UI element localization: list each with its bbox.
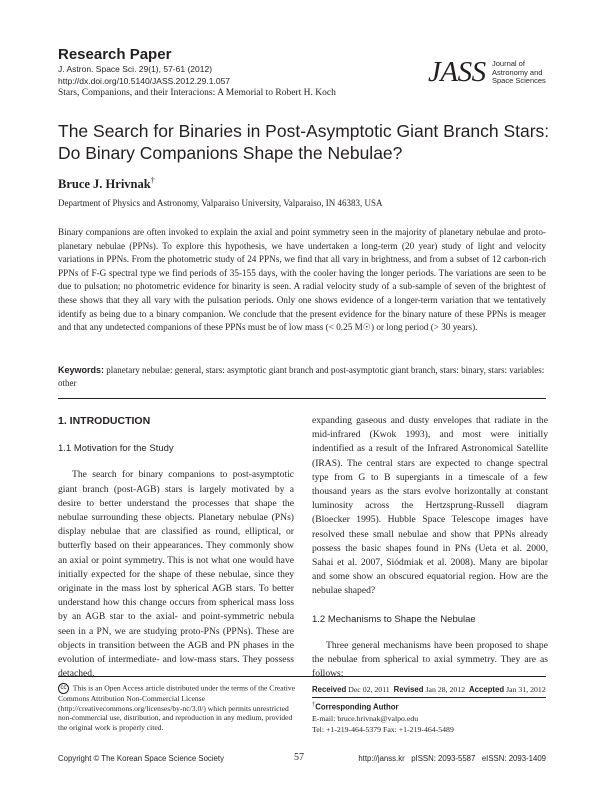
abstract: Binary companions are often invoked to explain the axial and point symmetry seen in the majority of planetary nebulae and proto-planetary nebulae (PPNs). To explore this hypothesis, we have undertaken a long-term (20 year) study of light and velocity variations in PPNs. From the photometric study of 24 PPNs, we find that all vary in brightness, and from a subset of 12 carbon-rich PPNs of F-G spectral type we find periods of 35-155 days, with the cooler having the longer periods. The variations are seen to be due to pulsation; no photometric evidence for binarity is seen. A radial velocity study of a sub-sample of seven of the brightest of these shows that they all vary with the pulsation periods. Only one shows evidence of a longer-term variation that we tentatively identify as being due to a binary companion. We conclude that the present evidence for the binary nature of these PPNs is meager and that any undetected companions of these PPNs must be of low mass (< 0.25 M☉) or long period (> 30 years).	[58, 227, 546, 333]
author-name: Bruce J. Hrivnak	[58, 177, 151, 192]
license-text: This is an Open Access article distributed under the terms of the Creative Commons Attribution Non-Commercial License (http://creativecommons.org/licenses/by-nc/3.0/) which permits unrestricted non-commercial use, distribution, and reproduction in any medium, provided the original work is properly cited.	[58, 683, 296, 732]
received-date: Dec 02, 2011	[348, 685, 390, 694]
paper-title: The Search for Binaries in Post-Asymptotic Giant Branch Stars: Do Binary Companions Shape the Nebulae?	[58, 121, 550, 163]
corresponding-mark: †	[312, 701, 316, 708]
section-heading: 1. INTRODUCTION	[58, 415, 151, 427]
author-mark: †	[150, 176, 155, 185]
author-line	[58, 176, 155, 192]
logo-line: Space Sciences	[492, 76, 546, 85]
keywords-label: Keywords:	[58, 365, 105, 375]
body-paragraph: expanding gaseous and dusty envelopes that radiate in the mid-infrared (Kwok 1993), and most were initially indentified as a result of the Infrared Astronomical Satellite (IRAS). The central stars are expected to change spectral type from G to B supergiants in a timescale of a few thousand years as the stars evolve horizontally at constant luminosity across the Hertzsprung-Russell diagram (Bloecker 1995). Hubble Space Telescope images have resolved these small nebulae and show that PPNs already possess the basic shapes found in PNs (Ueta et al. 2000, Sahai et al. 2007, Siódmiak et al. 2008). Many are bipolar and some show an obscured equatorial region. How are the nebulae shaped?	[312, 415, 548, 597]
body-paragraph: Three general mechanisms have been proposed to shape the nebulae from spherical to axial symmetry. They are as follows:	[312, 639, 548, 680]
revised-label: Revised	[393, 685, 424, 694]
journal-logo	[428, 56, 548, 96]
copyright: Copyright © The Korean Space Science Society	[58, 754, 224, 763]
corresponding-phone: Tel: +1-219-464-5379 Fax: +1-219-464-5489	[312, 724, 454, 734]
journal-issn: http://janss.kr pISSN: 2093-5587 eISSN: 2093-1409	[358, 754, 546, 763]
article-type-label: Research Paper	[58, 46, 172, 63]
logo-line: Journal of	[492, 59, 525, 68]
special-issue-line: Stars, Companions, and their Interacions: A Memorial to Robert H. Koch	[58, 88, 336, 98]
subsection-heading: 1.1 Motivation for the Study	[58, 443, 174, 455]
divider	[312, 697, 546, 698]
subsection-heading: 1.2 Mechanisms to Shape the Nebulae	[312, 613, 476, 625]
page-footer	[58, 752, 546, 764]
accepted-date: Jan 31, 2012	[506, 685, 546, 694]
accepted-label: Accepted	[469, 685, 505, 694]
divider	[58, 398, 546, 399]
body-paragraph: The search for binary companions to post-asymptotic giant branch (post-AGB) stars is largely motivated by a desire to better understand the processes that shape the nebulae surrounding these objects. Planetary nebulae (PNs) display nebulae that are classified as round, elliptical, or butterfly based on their appearances. They commonly show an axial or point symmetry. This is not what one would have initially expected for the shape of these nebulae, since they originate in the mass lost by spherical AGB stars. To better understand how this change occurs from spherical mass loss by an AGB star to the axial- and point-symmetric nebula seen in a PN, we are studying proto-PNs (PPNs). These are objects in transition between the AGB and PN phases in the evolution of intermediate- and low-mass stars. They possess detached,	[58, 469, 294, 680]
left-column	[58, 414, 294, 681]
creative-commons-icon: cc	[58, 683, 69, 694]
logo-subtitle	[492, 60, 546, 86]
logo-mark: JASS	[428, 56, 486, 88]
keywords-text: planetary nebulae: general, stars: asymptotic giant branch and post-asymptotic giant branch, stars: binary, stars: variables: other	[58, 365, 545, 388]
doi-link[interactable]: http://dx.doi.org/10.5140/JASS.2012.29.1.057	[58, 76, 231, 86]
logo-line: Astronomy and	[492, 67, 543, 77]
corresponding-author	[312, 699, 552, 735]
license-note	[58, 683, 296, 732]
article-dates	[312, 684, 552, 695]
divider	[58, 676, 546, 677]
citation: J. Astron. Space Sci. 29(1), 57-61 (2012)	[58, 64, 213, 74]
corresponding-label: Corresponding Author	[315, 702, 399, 712]
affiliation: Department of Physics and Astronomy, Valparaiso University, Valparaiso, IN 46383, USA	[58, 198, 383, 208]
keywords	[58, 364, 546, 390]
revised-date: Jan 28, 2012	[425, 685, 466, 694]
received-label: Received	[312, 685, 347, 694]
corresponding-email[interactable]: E-mail: bruce.hrivnak@valpo.edu	[312, 713, 419, 723]
page-number: 57	[294, 752, 304, 763]
right-column	[312, 414, 548, 681]
